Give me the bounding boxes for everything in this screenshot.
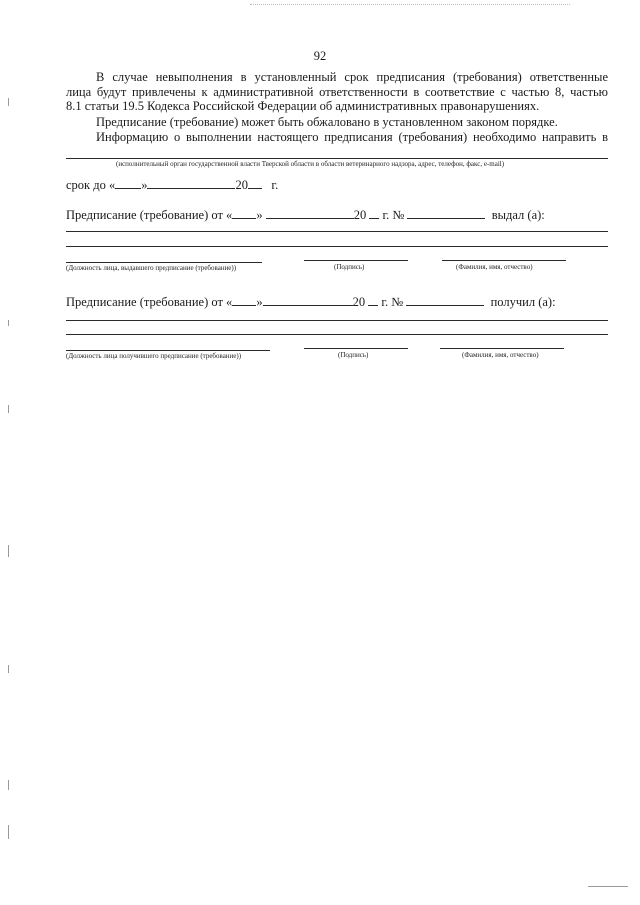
received-day-blank	[232, 293, 256, 306]
organ-field-line	[66, 158, 608, 159]
received-year-blank	[368, 293, 378, 306]
deadline-suffix: г.	[271, 178, 279, 192]
received-caption-position: (Должность лица получившего предписание (требование))	[66, 352, 242, 360]
received-position-line	[66, 350, 270, 351]
deadline-year-blank	[248, 176, 262, 189]
issued-year-blank	[369, 206, 379, 219]
paragraph-liability	[66, 70, 608, 114]
issued-mid: »	[256, 208, 263, 222]
received-line	[66, 293, 556, 309]
deadline-day-blank	[115, 176, 141, 189]
received-name-line	[440, 348, 564, 349]
received-month-blank	[263, 293, 353, 306]
scan-artifact-mark	[8, 825, 9, 839]
issued-field-line-2	[66, 246, 608, 247]
scan-artifact-mark	[8, 665, 9, 673]
scan-artifact-bottom	[588, 886, 628, 887]
deadline-line	[66, 176, 278, 192]
issued-name-line	[442, 260, 566, 261]
deadline-mid: »	[141, 178, 148, 192]
paragraph-line: Предписание (требование) может быть обжаловано в установленном законом порядке.	[96, 115, 558, 129]
issued-signature-line	[304, 260, 408, 261]
paragraph-line: Информацию о выполнении настоящего предписания (требования) необходимо направить в	[96, 130, 608, 144]
scan-artifact-top	[250, 4, 570, 6]
scan-artifact-mark	[8, 320, 9, 326]
issued-caption-signature: (Подпись)	[334, 263, 365, 271]
scan-artifact-mark	[8, 98, 9, 106]
deadline-month-blank	[147, 176, 235, 189]
received-action: получил (а):	[490, 295, 556, 309]
received-field-line-1	[66, 320, 608, 321]
organ-caption: (исполнительный орган государственной власти Тверской области в области ветеринарного надзора, адрес, телефон, факс, e-mail)	[116, 160, 505, 168]
paragraph-line: 8.1 статьи 19.5 Кодекса Российской Федерации об административных правонарушениях.	[66, 99, 540, 113]
scan-artifact-mark	[8, 545, 9, 557]
scan-artifact-mark	[8, 405, 9, 413]
page-number: 92	[313, 49, 327, 63]
issued-prefix: Предписание (требование) от «	[66, 208, 233, 222]
issued-caption-position: (Должность лица, выдавшего предписание (требование))	[66, 264, 237, 272]
issued-caption-name: (Фамилия, имя, отчество)	[456, 263, 533, 271]
issued-line	[66, 206, 545, 222]
paragraph-report	[66, 130, 608, 145]
received-year-prefix: 20	[352, 295, 366, 309]
issued-action: выдал (а):	[491, 208, 545, 222]
paragraph-appeal	[66, 115, 608, 130]
issued-field-line-1	[66, 231, 608, 232]
issued-number-blank	[407, 206, 485, 219]
received-caption-name: (Фамилия, имя, отчество)	[462, 351, 539, 359]
issued-position-line	[66, 262, 262, 263]
deadline-year-prefix: 20	[235, 178, 248, 192]
issued-year-prefix: 20	[353, 208, 367, 222]
received-prefix: Предписание (требование) от «	[66, 295, 233, 309]
received-field-line-2	[66, 334, 608, 335]
received-mid: »	[256, 295, 263, 309]
issued-day-blank	[232, 206, 256, 219]
received-caption-signature: (Подпись)	[338, 351, 369, 359]
received-number-blank	[406, 293, 484, 306]
issued-month-blank	[266, 206, 354, 219]
scan-artifact-mark	[8, 780, 9, 790]
deadline-prefix: срок до «	[66, 178, 116, 192]
paragraph-line: В случае невыполнения в установленный срок предписания (требования) ответственные	[96, 70, 608, 84]
received-year-suffix: г. №	[381, 295, 404, 309]
paragraph-line: лица будут привлечены к административной ответственности в соответствие с частью 8, частью	[66, 84, 608, 99]
received-signature-line	[304, 348, 408, 349]
issued-year-suffix: г. №	[382, 208, 405, 222]
